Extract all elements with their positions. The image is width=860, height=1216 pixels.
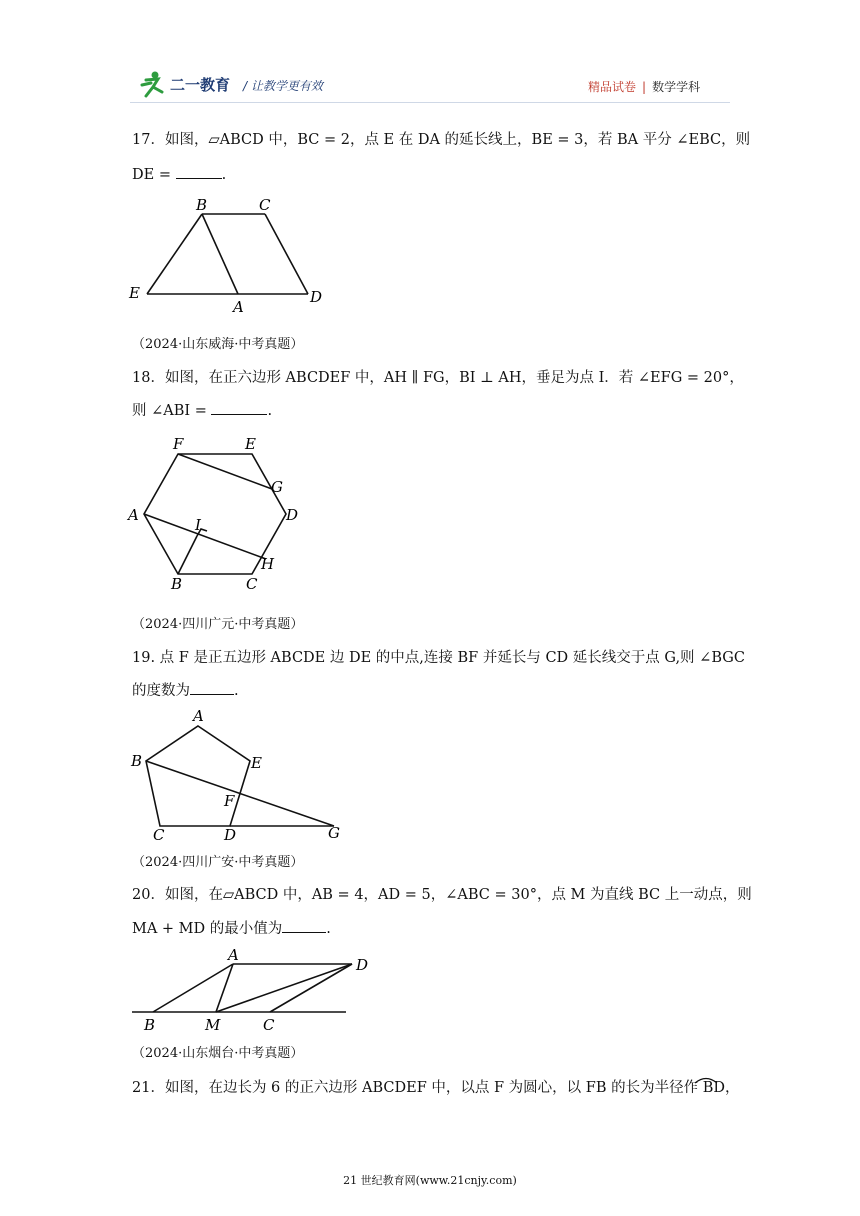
q17-line2 xyxy=(132,164,226,185)
q18-label-c: C xyxy=(246,575,258,593)
q17-label-e: E xyxy=(129,284,140,302)
slogan: / 让教学更有效 xyxy=(243,79,323,93)
q17-label-d: D xyxy=(310,288,323,306)
q17-label-b: B xyxy=(196,196,208,214)
q18-line2-post: . xyxy=(267,403,273,419)
logo-text: 二一教育 xyxy=(170,76,231,94)
q19-line2-pre: 的度数为 xyxy=(132,683,190,699)
q20-figure xyxy=(120,944,375,1034)
page-footer: 21 世纪教育网(www.21cnjy.com) xyxy=(343,1174,517,1187)
q17-label-a: A xyxy=(233,298,244,316)
q19-label-e: E xyxy=(251,754,262,772)
q19-label-g: G xyxy=(328,824,340,842)
q19-line1: 19. 点 F 是正五边形 ABCDE 边 DE 的中点,连接 BF 并延长与 CD 延长线交于点 G,则 ∠BGC xyxy=(132,650,745,666)
q19-answer-blank xyxy=(190,680,234,695)
q20-label-m: M xyxy=(205,1016,221,1034)
q20-label-d: D xyxy=(356,956,369,974)
q17-line2-pre: DE = xyxy=(132,167,171,183)
q17-label-c: C xyxy=(259,196,271,214)
q18-label-b: B xyxy=(171,575,183,593)
q18-label-g: G xyxy=(271,478,283,496)
q19-label-b: B xyxy=(131,752,143,770)
header-separator: | xyxy=(642,80,647,94)
page-header xyxy=(0,0,860,110)
q19-line2 xyxy=(132,680,239,701)
q20-line1: 20．如图，在▱ABCD 中，AB = 4，AD = 5，∠ABC = 30°，点 M 为直线 BC 上一动点，则 xyxy=(132,887,752,903)
header-subject: 数学学科 xyxy=(652,80,701,94)
q20-label-a: A xyxy=(228,946,239,964)
q19-line2-post: . xyxy=(234,683,239,699)
q18-label-f: F xyxy=(173,435,184,453)
q17-figure xyxy=(120,192,340,317)
q20-line2-pre: MA + MD 的最小值为 xyxy=(132,921,283,937)
q18-label-d: D xyxy=(286,506,299,524)
q18-label-a: A xyxy=(128,506,139,524)
q18-source: （2024·四川广元·中考真题） xyxy=(132,617,304,632)
q17-line1: 17．如图，▱ABCD 中，BC = 2，点 E 在 DA 的延长线上，BE = 3，若 BA 平分 ∠EBC，则 xyxy=(132,132,751,148)
header-label: 精品试卷 xyxy=(588,80,637,94)
q21-arc-mark xyxy=(693,1074,719,1084)
q17-line2-post: . xyxy=(221,167,227,183)
q19-figure xyxy=(120,706,355,846)
q19-label-c: C xyxy=(153,826,165,844)
q20-source: （2024·山东烟台·中考真题） xyxy=(132,1046,304,1061)
q17-source: （2024·山东威海·中考真题） xyxy=(132,337,304,352)
q20-answer-blank xyxy=(282,918,326,933)
header-right xyxy=(588,78,700,95)
q17-answer-blank xyxy=(176,164,222,179)
q18-figure xyxy=(120,432,320,597)
q18-label-h: H xyxy=(261,555,275,573)
q18-line2-pre: 则 ∠ABI = xyxy=(132,403,207,419)
q21-line1: 21．如图，在边长为 6 的正六边形 ABCDEF 中，以点 F 为圆心，以 FB 的长为半径作 BD， xyxy=(132,1080,740,1096)
q20-line2 xyxy=(132,918,331,939)
q19-label-a: A xyxy=(193,707,204,725)
q18-label-e: E xyxy=(245,435,256,453)
q20-label-c: C xyxy=(263,1016,275,1034)
header-divider xyxy=(130,102,730,103)
q18-label-i: I xyxy=(195,516,201,534)
q18-answer-blank xyxy=(211,400,267,415)
q20-label-b: B xyxy=(144,1016,156,1034)
q19-source: （2024·四川广安·中考真题） xyxy=(132,855,304,870)
q19-label-d: D xyxy=(224,826,237,844)
q18-line2 xyxy=(132,400,272,421)
q19-label-f: F xyxy=(224,792,235,810)
logo-runner-icon xyxy=(138,70,168,100)
q18-line1: 18．如图，在正六边形 ABCDEF 中，AH ∥ FG，BI ⊥ AH，垂足为点 I．若 ∠EFG = 20°， xyxy=(132,370,744,386)
q20-line2-post: . xyxy=(326,921,331,937)
